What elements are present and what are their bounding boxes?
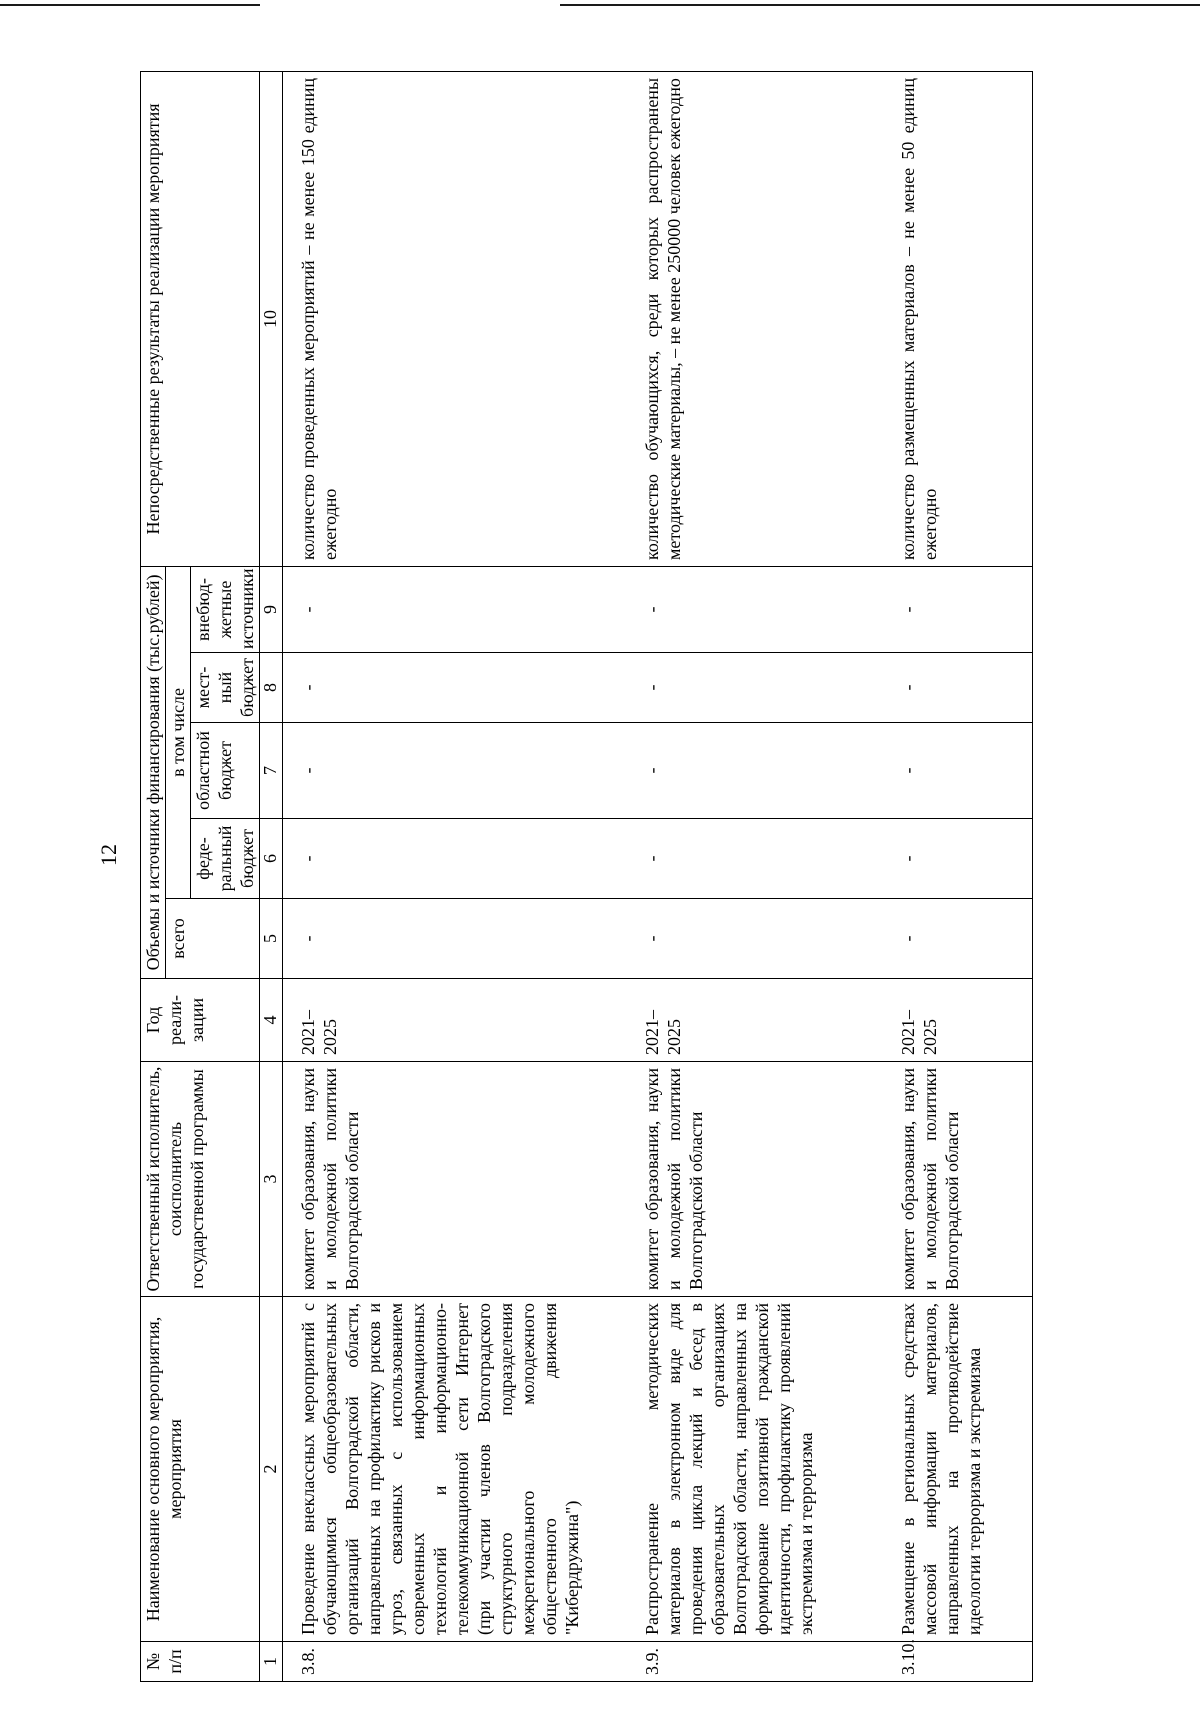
row-local: -	[283, 653, 627, 723]
row-extra: -	[283, 566, 627, 652]
row-executor: комитет образования, науки и молодежной политики Волгоградской области	[283, 1062, 627, 1297]
column-number: 1	[260, 1642, 283, 1682]
table-row	[627, 71, 883, 1681]
row-federal: -	[883, 819, 1033, 899]
row-total: -	[627, 899, 883, 979]
row-results: количество размещенных материалов – не менее 50 единиц ежегодно	[883, 71, 1033, 566]
row-regional: -	[283, 723, 627, 819]
row-extra: -	[627, 566, 883, 652]
header-no: № п/п	[141, 1642, 260, 1682]
row-extra: -	[883, 566, 1033, 652]
column-number: 8	[260, 653, 283, 723]
column-number: 5	[260, 899, 283, 979]
header-total: всего	[166, 899, 260, 979]
row-activity-name: Размещение в региональных средствах массовой информации материалов, направленных на противодействие идеологии терроризма и экстремизма	[883, 1297, 1033, 1642]
header-funding: Объемы и источники финансирования (тыс.рублей)	[141, 566, 166, 978]
row-executor: комитет образования, науки и молодежной политики Волгоградской области	[883, 1062, 1033, 1297]
column-number: 6	[260, 819, 283, 899]
page-number: 12	[96, 844, 121, 866]
program-activities-table	[140, 71, 1033, 1682]
table-row	[883, 71, 1033, 1681]
row-total: -	[283, 899, 627, 979]
row-local: -	[883, 653, 1033, 723]
table-row	[283, 71, 627, 1681]
header-executor: Ответственный исполнитель, соисполнитель государственной программы	[141, 1062, 260, 1297]
row-activity-name: Распространение методических материалов в электронном виде для проведения цикла лекций и бесед в образовательных организациях Волгоградской области, направленных на формирование позитивной гражданской идентичности, профилактику проявлений экстремизма и терроризма	[627, 1297, 883, 1642]
row-regional: -	[627, 723, 883, 819]
header-federal: феде-ральный бюджет	[191, 819, 260, 899]
row-federal: -	[283, 819, 627, 899]
header-year: Год реали-зации	[141, 979, 260, 1062]
row-year: 2021–2025	[627, 979, 883, 1062]
row-total: -	[883, 899, 1033, 979]
header-including: в том числе	[166, 566, 191, 898]
row-federal: -	[627, 819, 883, 899]
scan-edge-line	[560, 4, 1200, 6]
row-activity-name: Проведение внеклассных мероприятий с обучающимися общеобразовательных организаций Волгоградской области, направленных на профилактику рисков и угроз, связанных с использованием современных информационных технологий и информационно-телекоммуникационной сети Интернет (при участии членов Волгоградского структурного подразделения межрегионального молодежного общественного движения "Кибердружина")	[283, 1297, 627, 1642]
row-year: 2021–2025	[883, 979, 1033, 1062]
row-year: 2021–2025	[283, 979, 627, 1062]
header-local: мест-ный бюджет	[191, 653, 260, 723]
column-number: 2	[260, 1297, 283, 1642]
header-extra: внебюд-жетные источники	[191, 566, 260, 652]
row-results: количество обучающихся, среди которых распространены методические материалы, – не менее 250000 человек ежегодно	[627, 71, 883, 566]
rotated-page-content	[140, 72, 1185, 1682]
row-number: 3.10.	[883, 1642, 1033, 1682]
header-regional: областной бюджет	[191, 723, 260, 819]
column-numbers-row	[260, 71, 283, 1681]
header-results: Непосредственные результаты реализации мероприятия	[141, 71, 260, 566]
row-executor: комитет образования, науки и молодежной политики Волгоградской области	[627, 1062, 883, 1297]
header-name: Наименование основного мероприятия, мероприятия	[141, 1297, 260, 1642]
row-number: 3.8.	[283, 1642, 627, 1682]
row-number: 3.9.	[627, 1642, 883, 1682]
row-regional: -	[883, 723, 1033, 819]
scan-edge-line	[0, 4, 260, 6]
row-results: количество проведенных мероприятий – не менее 150 единиц ежегодно	[283, 71, 627, 566]
column-number: 9	[260, 566, 283, 652]
column-number: 4	[260, 979, 283, 1062]
column-number: 7	[260, 723, 283, 819]
header-row	[141, 71, 166, 1681]
row-local: -	[627, 653, 883, 723]
column-number: 3	[260, 1062, 283, 1297]
column-number: 10	[260, 71, 283, 566]
